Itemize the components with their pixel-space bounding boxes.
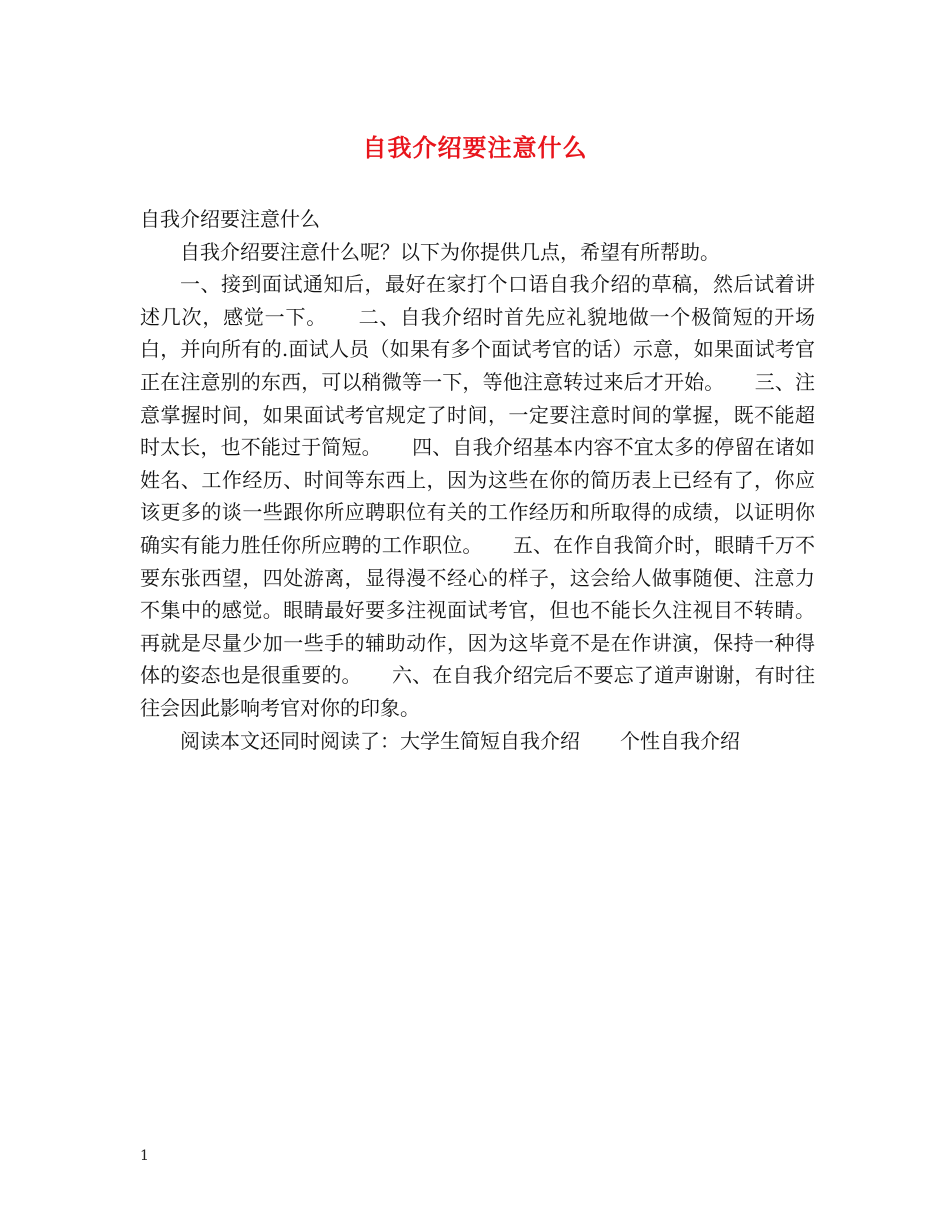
document-subtitle: 自我介绍要注意什么 (140, 207, 320, 231)
page-title: 自我介绍要注意什么 (362, 133, 588, 162)
page-number: 1 (140, 1148, 149, 1164)
content-paragraph: 一、接到面试通知后，最好在家打个口语自我介绍的草稿，然后试着讲述几次，感觉一下。 二、自我介绍时首先应礼貌地做一个极简短的开场白，并向所有的.面试人员（如果有多个面试考官的话）示意，如果面试考官正在注意别的东西，可以稍微等一下，等他注意转过来后才开始。 三、注意掌握时间，如果面试考官规定了时间，一定要注意时间的掌握，既不能超时太长，也不能过于简短。 四、自我介绍基本内容不宜太多的停留在诸如姓名、工作经历、时间等东西上，因为这些在你的简历表上已经有了，你应该更多的谈一些跟你所应聘职位有关的工作经历和所取得的成绩，以证明你确实有能力胜任你所应聘的工作职位。 五、在作自我简介时，眼睛千万不要东张西望，四处游离，显得漫不经心的样子，这会给人做事随便、注意力不集中的感觉。眼睛最好要多注视面试考官，但也不能长久注视目不转睛。再就是尽量少加一些手的辅助动作，因为这毕竟不是在作讲演，保持一种得体的姿态也是很重要的。 六、在自我介绍完后不要忘了道声谢谢，有时往往会因此影响考官对你的印象。 (140, 272, 815, 720)
intro-paragraph: 自我介绍要注意什么呢？以下为你提供几点，希望有所帮助。 (180, 239, 720, 264)
document-body (140, 203, 815, 757)
related-reading: 阅读本文还同时阅读了：大学生简短自我介绍 个性自我介绍 (180, 728, 740, 753)
